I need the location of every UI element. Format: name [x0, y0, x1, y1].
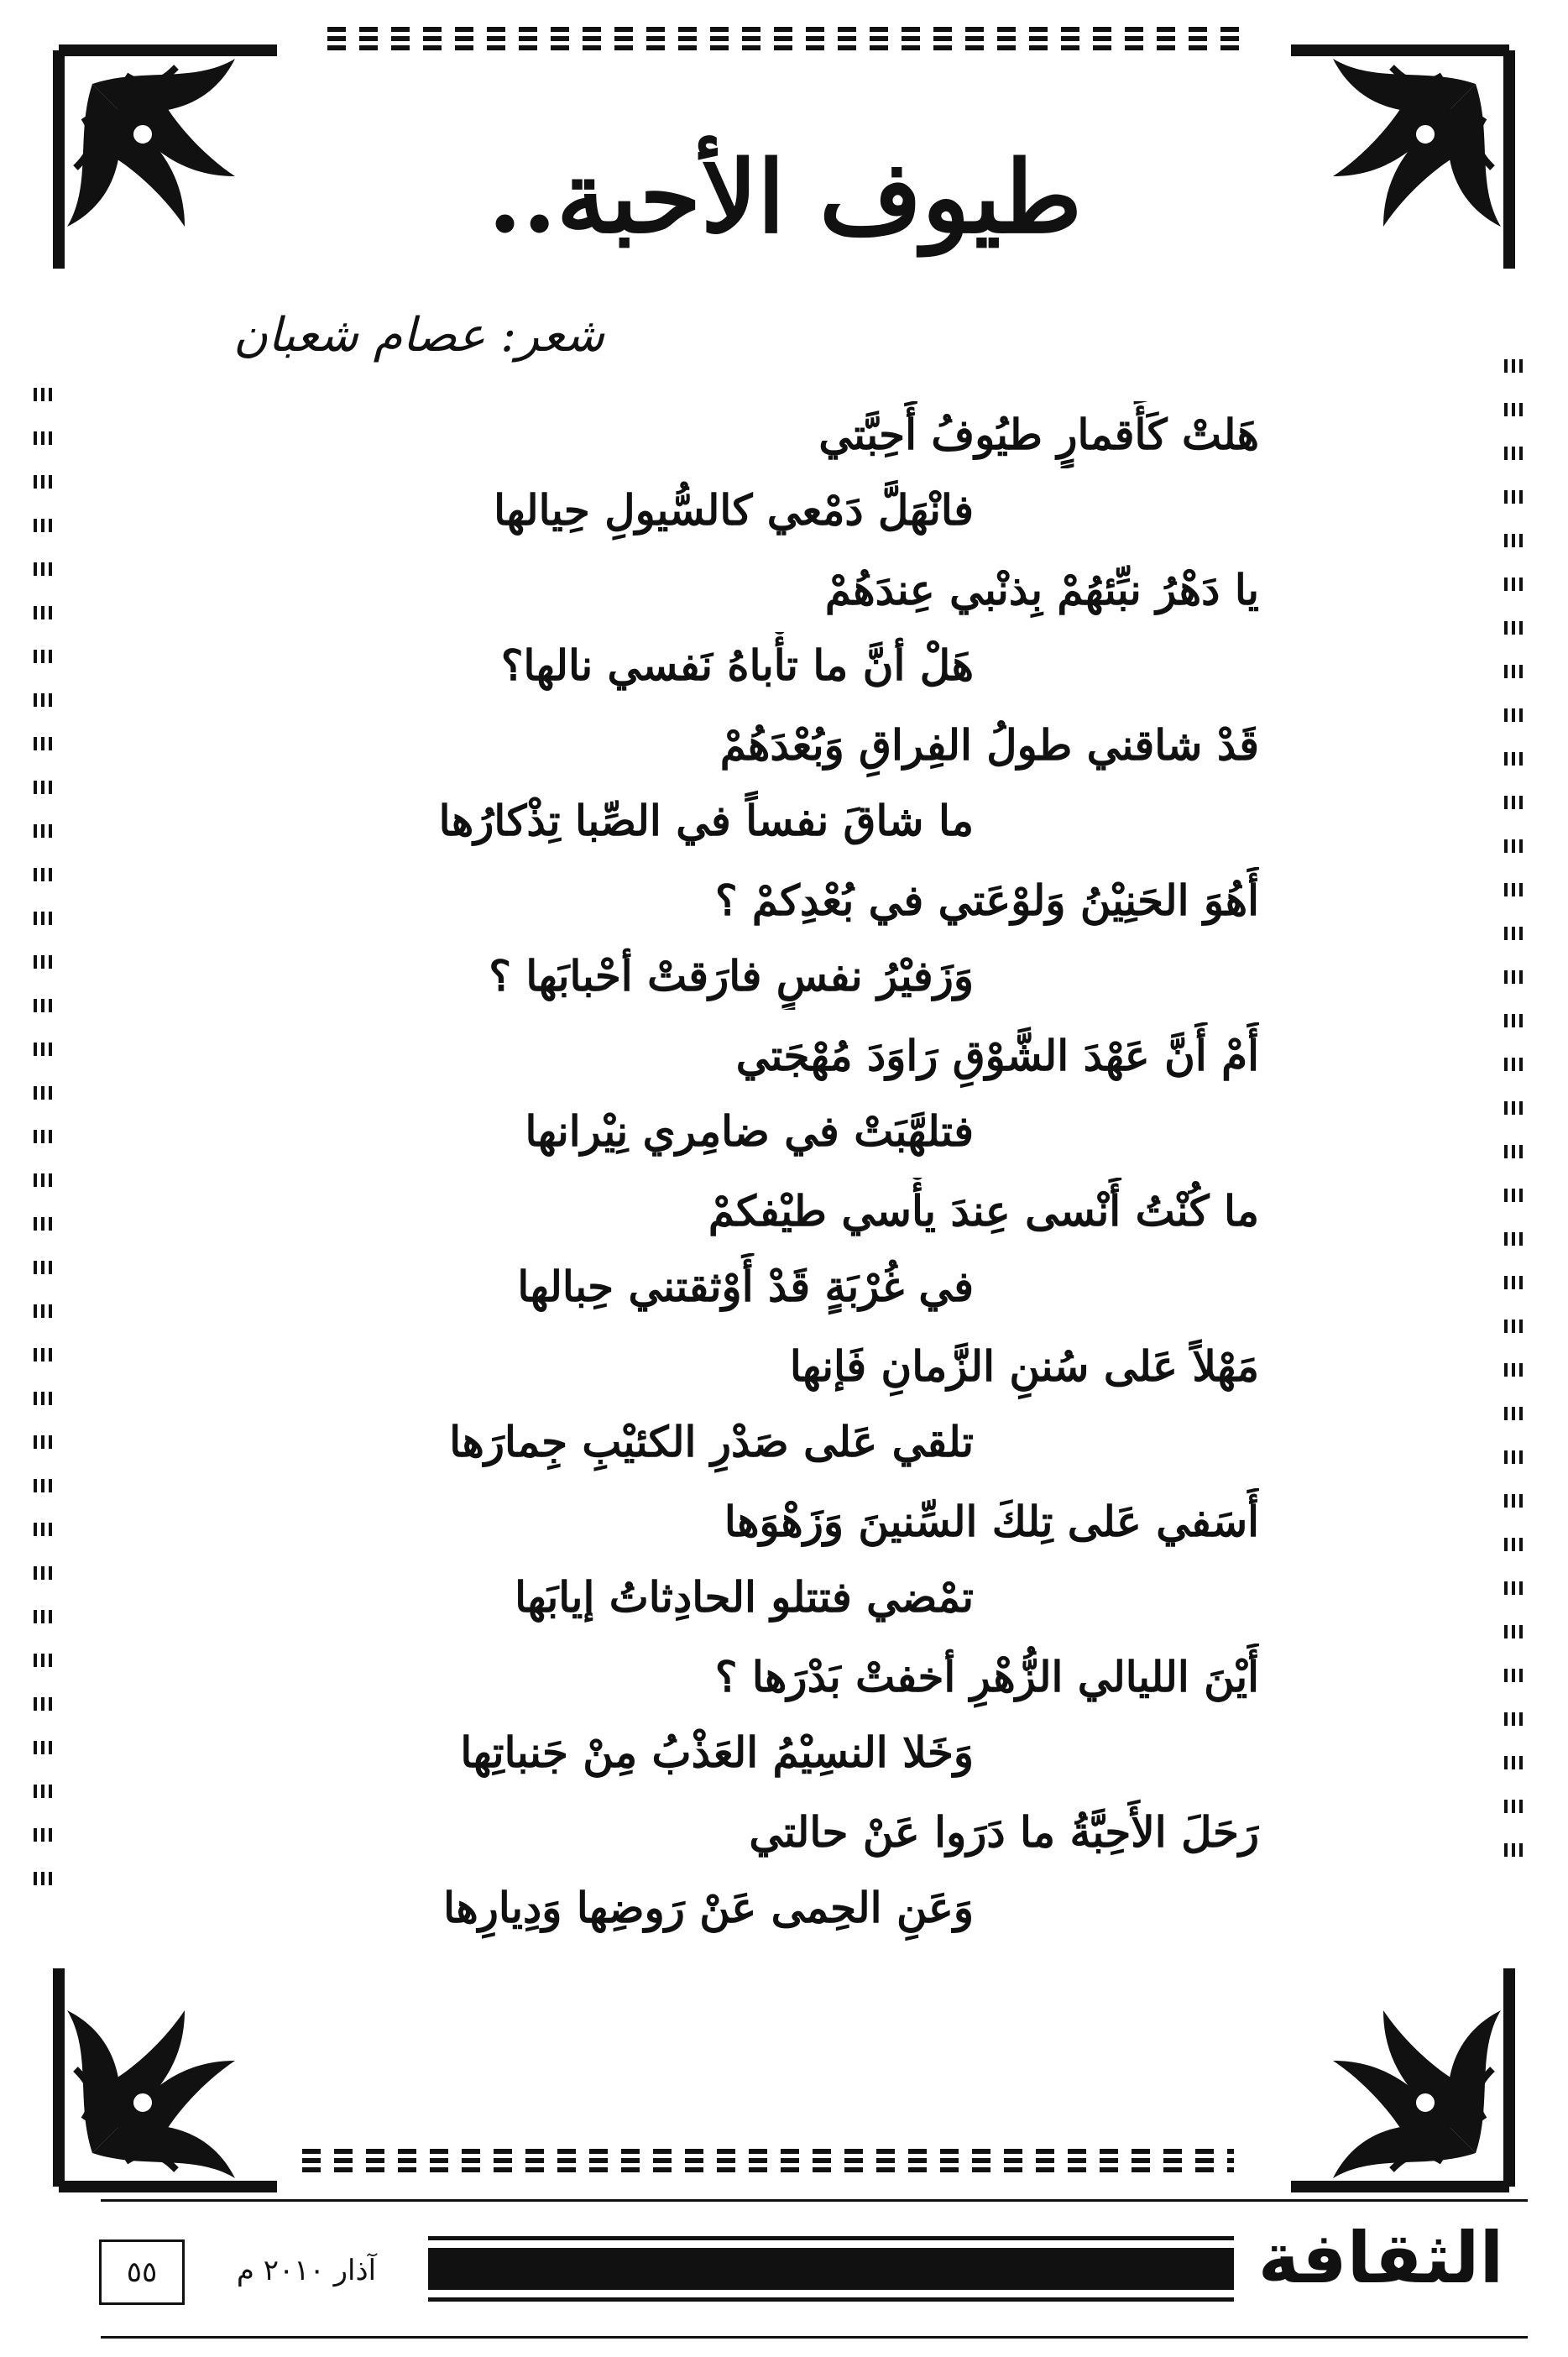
- verse-line: رَحَلَ الأَحِبَّةُ ما دَرَوا عَنْ حالتي: [749, 1807, 1259, 1857]
- bottom-equals-border: [302, 2149, 1234, 2172]
- verse-line: قَدْ شاقني طولُ الفِراقِ وَبُعْدَهُمْ: [719, 720, 1259, 770]
- verse-line: أَسَفي عَلى تِلكَ السِّنينَ وَزَهْوَها: [724, 1497, 1259, 1546]
- verse-line: وَعَنِ الحِمى عَنْ رَوضِها وَدِيارِها: [443, 1883, 974, 1932]
- verse-line: يا دَهْرُ نبِّئهُمْ بِذنْبي عِندَهُمْ: [824, 565, 1259, 614]
- verse-line: فانْهَلَّ دَمْعي كالسُّيولِ حِيالها: [494, 485, 974, 535]
- verse-line: ما شاقَ نفساً في الصِّبا تِذْكارُها: [438, 796, 974, 845]
- verse-line: وَزَفيْرُ نفسٍ فارَقتْ أحْبابَها ؟: [489, 951, 974, 1001]
- page-number: ٥٥: [99, 2239, 185, 2305]
- verse-line: مَهْلاً عَلى سُننِ الزَّمانِ فَإنها: [789, 1341, 1259, 1391]
- right-dashed-border: [1504, 359, 1526, 1885]
- top-equals-border: [327, 27, 1242, 50]
- verse-line: أَهُوَ الحَنِيْنُ وَلوْعَتي في بُعْدِكمْ ؟: [714, 875, 1259, 925]
- left-dashed-border: [34, 388, 55, 1915]
- corner-ornament-top-right-icon: [1274, 34, 1526, 285]
- issue-date: آذار ٢٠١٠ م: [236, 2254, 377, 2287]
- verse-line: تمْضي فتتلو الحادِثاتُ إيابَها: [515, 1572, 974, 1622]
- poem-author: شعر: عصام شعبان: [233, 308, 604, 363]
- verse-line: هَلتْ كَأَقمارٍ طيُوفُ أَحِبَّتي: [818, 410, 1259, 459]
- verse-line: فتلهَّبَتْ في ضامِري نِيْرانها: [525, 1106, 974, 1156]
- verse-line: أَمْ أَنَّ عَهْدَ الشَّوْقِ رَاوَدَ مُهْجَتي: [735, 1031, 1259, 1080]
- verse-line: تلقي عَلى صَدْرِ الكئيْبِ جِمارَها: [449, 1417, 974, 1466]
- corner-ornament-bottom-left-icon: [42, 1952, 294, 2203]
- corner-ornament-top-left-icon: [42, 34, 294, 285]
- verse-line: هَلْ أنَّ ما تأْباهُ نَفسي نالها؟: [500, 640, 974, 690]
- verse-line: ما كُنْتُ أَنْسى عِندَ يأْسي طيْفكمْ: [708, 1186, 1259, 1236]
- verse-line: في غُرْبَةٍ قَدْ أَوْثقتني حِبالها: [517, 1262, 974, 1311]
- verse-line: أَيْنَ الليالي الزُّهْرِ أخفتْ بَدْرَها ؟: [714, 1652, 1259, 1701]
- magazine-name: الثقافة: [1257, 2217, 1504, 2299]
- verse-line: وَخَلا النسِيْمُ العَذْبُ مِنْ جَنباتِها: [460, 1727, 974, 1777]
- footer-black-bar: [428, 2248, 1234, 2290]
- corner-ornament-bottom-right-icon: [1274, 1952, 1526, 2203]
- poem-title: طيوف الأحبة..: [488, 138, 1082, 255]
